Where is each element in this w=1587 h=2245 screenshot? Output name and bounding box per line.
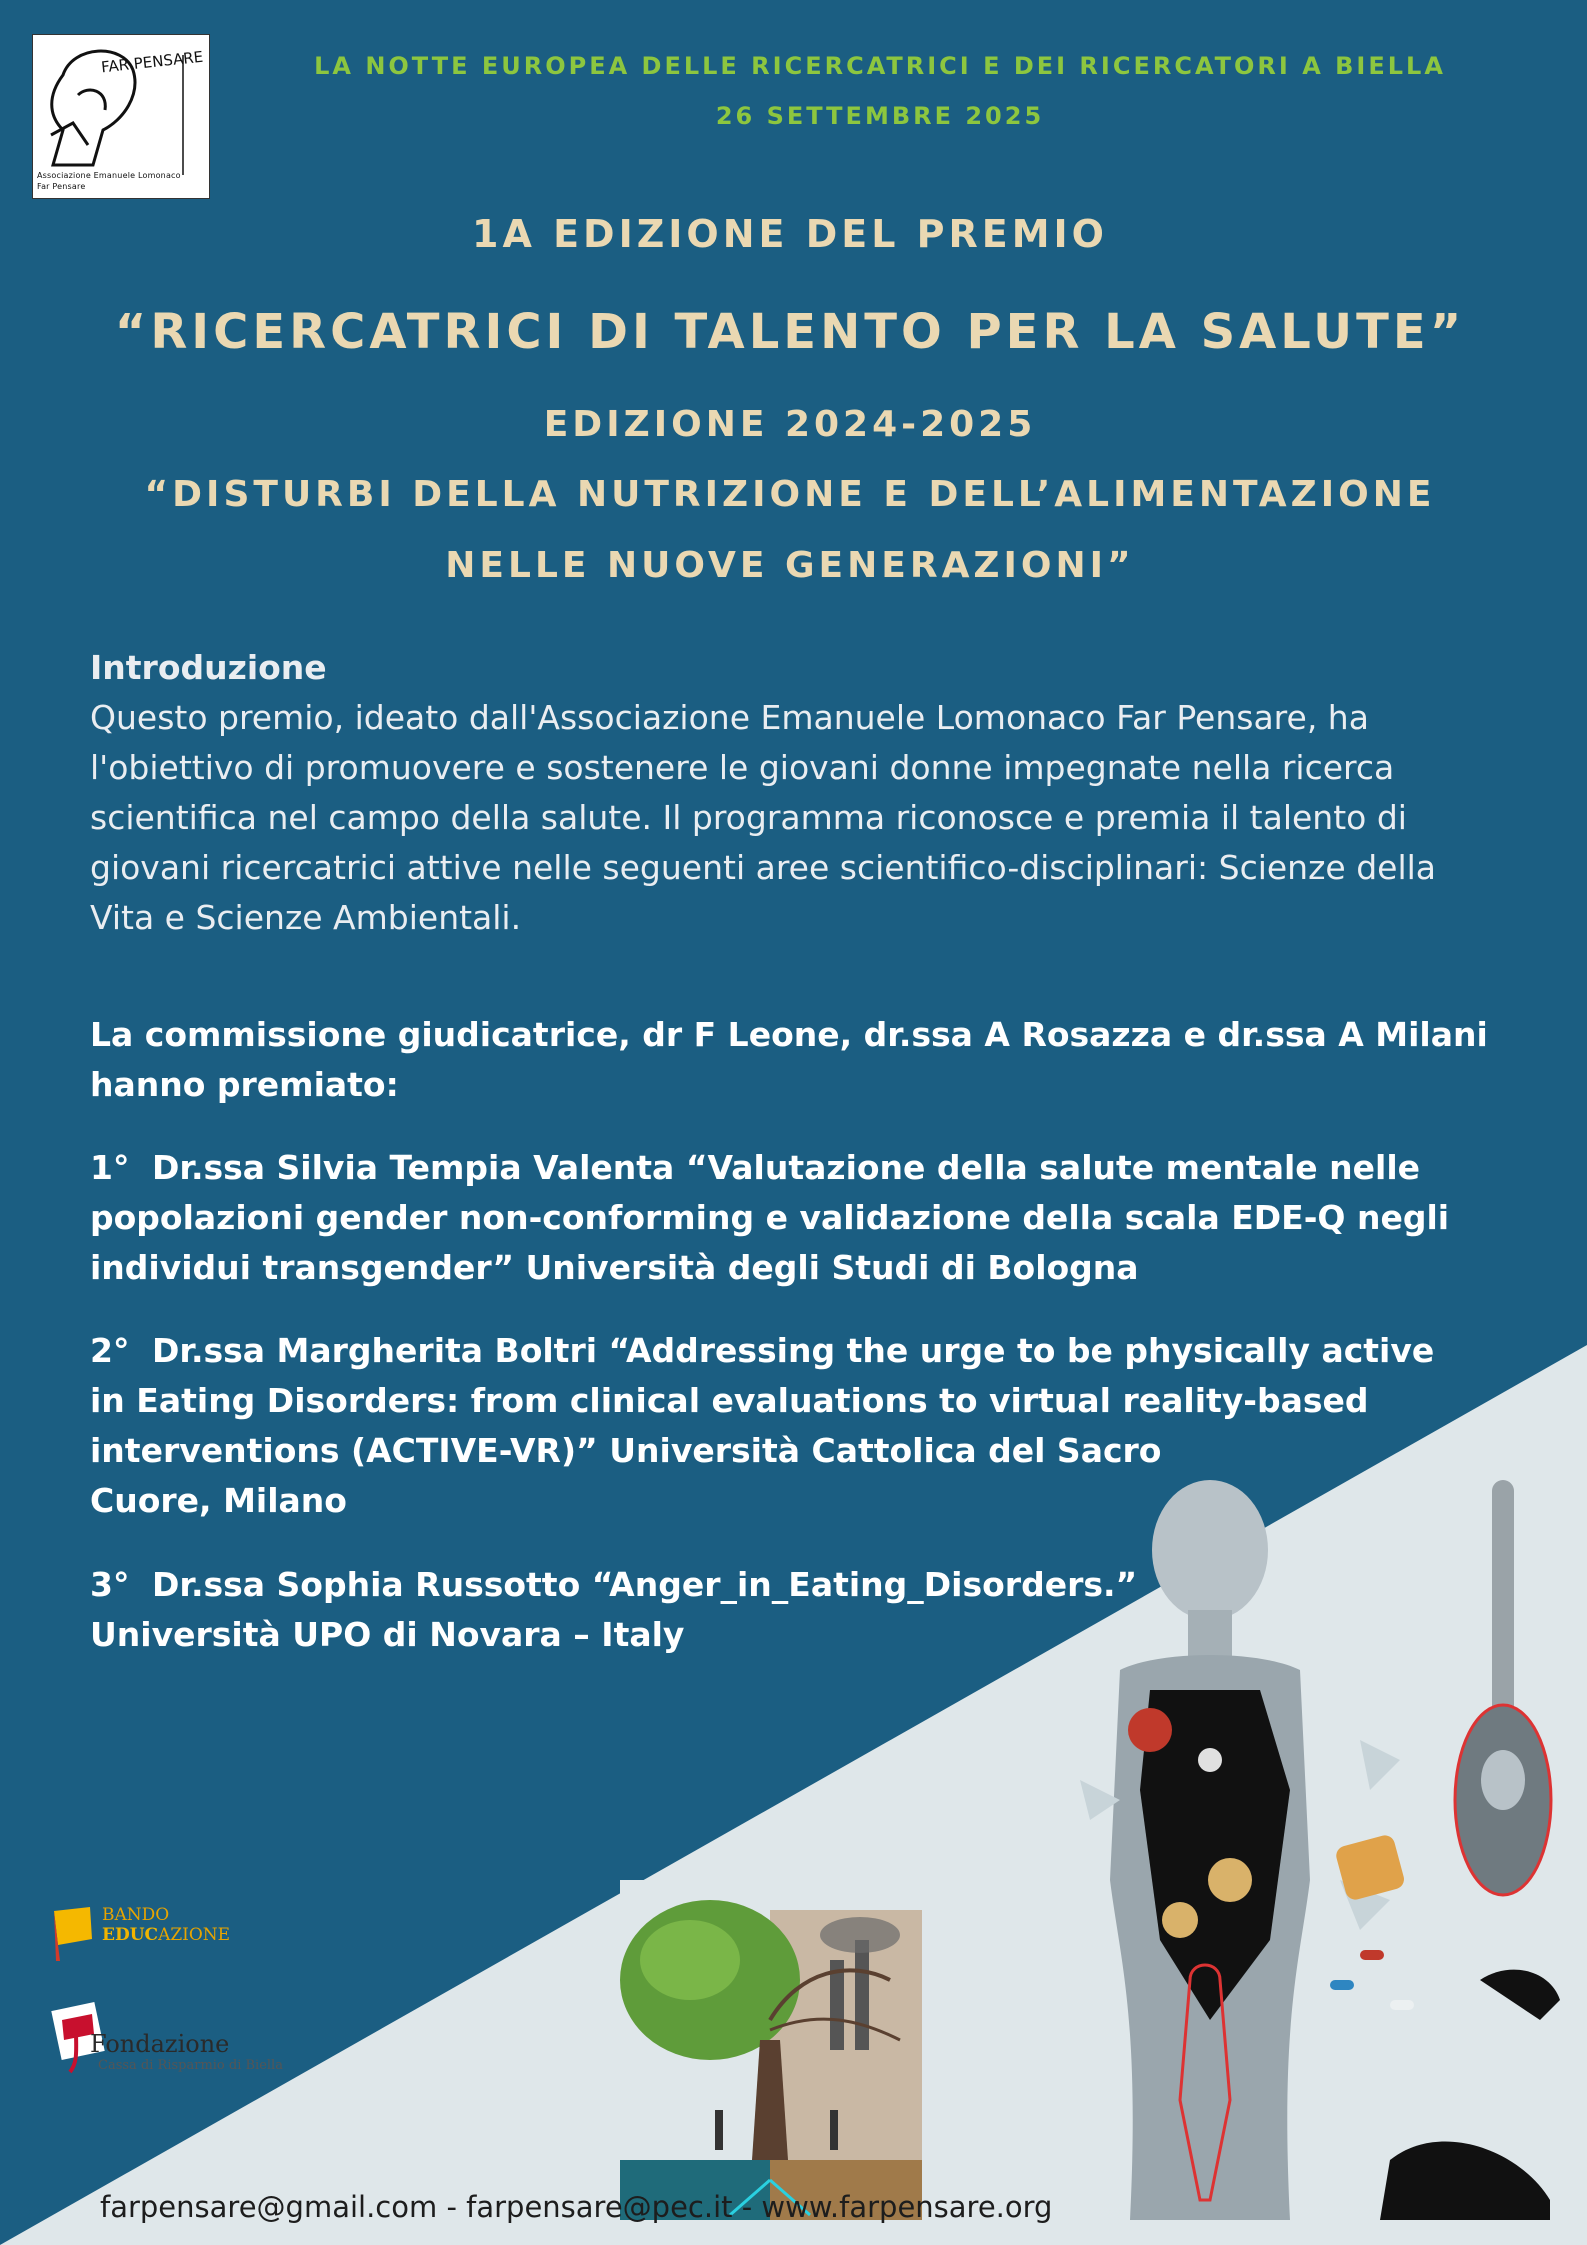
fondazione-logo	[48, 2000, 283, 2080]
logo-subtitle-line2: Far Pensare	[37, 182, 86, 191]
winner-line: popolazioni gender non-conforming e validazione della scala EDE-Q negli	[90, 1198, 1450, 1237]
introduction-title: Introduzione	[90, 648, 327, 687]
winner-line: Dr.ssa Margherita Boltri “Addressing the urge to be physically active	[152, 1331, 1435, 1370]
logo-brand-text: FAR PENSARE	[99, 47, 204, 77]
winner-line: individui transgender” Università degli Studi di Bologna	[90, 1248, 1139, 1287]
winner-1	[90, 1143, 1490, 1293]
introduction-line: Questo premio, ideato dall'Associazione Emanuele Lomonaco Far Pensare, ha	[90, 698, 1369, 737]
bando-line1: BANDO	[102, 1905, 170, 1925]
bando-text	[102, 1905, 230, 1945]
award-title: “RICERCATRICI DI TALENTO PER LA SALUTE”	[114, 304, 1466, 360]
fondazione-subtitle: Cassa di Risparmio di Biella	[98, 2058, 283, 2073]
introduction-line: giovani ricercatrici attive nelle seguenti aree scientifico-disciplinari: Scienze della	[90, 848, 1437, 887]
tree-illustration	[620, 1880, 922, 2220]
bando-line2-bold: EDUC	[102, 1925, 159, 1945]
event-date: 26 SETTEMBRE 2025	[715, 102, 1045, 130]
winner-line: Dr.ssa Sophia Russotto “Anger_in_Eating_Disorders.”	[152, 1565, 1138, 1604]
event-title: LA NOTTE EUROPEA DELLE RICERCATRICI E DEI RICERCATORI A BIELLA	[314, 52, 1446, 80]
fondazione-name: Fondazione	[90, 2030, 230, 2058]
winner-line: interventions (ACTIVE-VR)” Università Cattolica del Sacro	[90, 1431, 1162, 1470]
theme-line1: “DISTURBI DELLA NUTRIZIONE E DELL’ALIMENTAZIONE	[144, 474, 1436, 515]
winner-rank: 3°	[90, 1565, 130, 1604]
commission-section	[90, 1010, 1490, 1110]
winner-rank: 2°	[90, 1331, 130, 1370]
far-pensare-logo	[32, 34, 210, 199]
theme-line2: NELLE NUOVE GENERAZIONI”	[445, 545, 1135, 586]
winner-line: Università UPO di Novara – Italy	[90, 1615, 685, 1654]
eating-disorder-illustration	[1060, 1460, 1560, 2220]
commission-line2: hanno premiato:	[90, 1065, 399, 1104]
introduction-line: Vita e Scienze Ambientali.	[90, 898, 522, 937]
logo-subtitle	[37, 170, 181, 192]
footer-contacts: farpensare@gmail.com - farpensare@pec.it - www.farpensare.org	[100, 2190, 1053, 2224]
logo-subtitle-line1: Associazione Emanuele Lomonaco	[37, 171, 181, 180]
flag-icon	[50, 1905, 96, 1965]
edition-award-heading: 1A EDIZIONE DEL PREMIO	[472, 212, 1108, 256]
commission-line1: La commissione giudicatrice, dr F Leone, dr.ssa A Rosazza e dr.ssa A Milani	[90, 1015, 1488, 1054]
introduction-line: l'obiettivo di promuovere e sostenere le giovani donne impegnate nella ricerca	[90, 748, 1395, 787]
winner-line: in Eating Disorders: from clinical evaluations to virtual reality-based	[90, 1381, 1369, 1420]
introduction-section	[90, 643, 1490, 943]
bando-line2-rest: AZIONE	[158, 1925, 231, 1945]
winner-line: Dr.ssa Silvia Tempia Valenta “Valutazione della salute mentale nelle	[152, 1148, 1421, 1187]
introduction-line: scientifica nel campo della salute. Il programma riconosce e premia il talento di	[90, 798, 1407, 837]
winner-line: Cuore, Milano	[90, 1481, 347, 1520]
edition-year: EDIZIONE 2024-2025	[543, 404, 1037, 445]
winner-rank: 1°	[90, 1148, 130, 1187]
bando-educazione-logo	[50, 1905, 250, 1965]
